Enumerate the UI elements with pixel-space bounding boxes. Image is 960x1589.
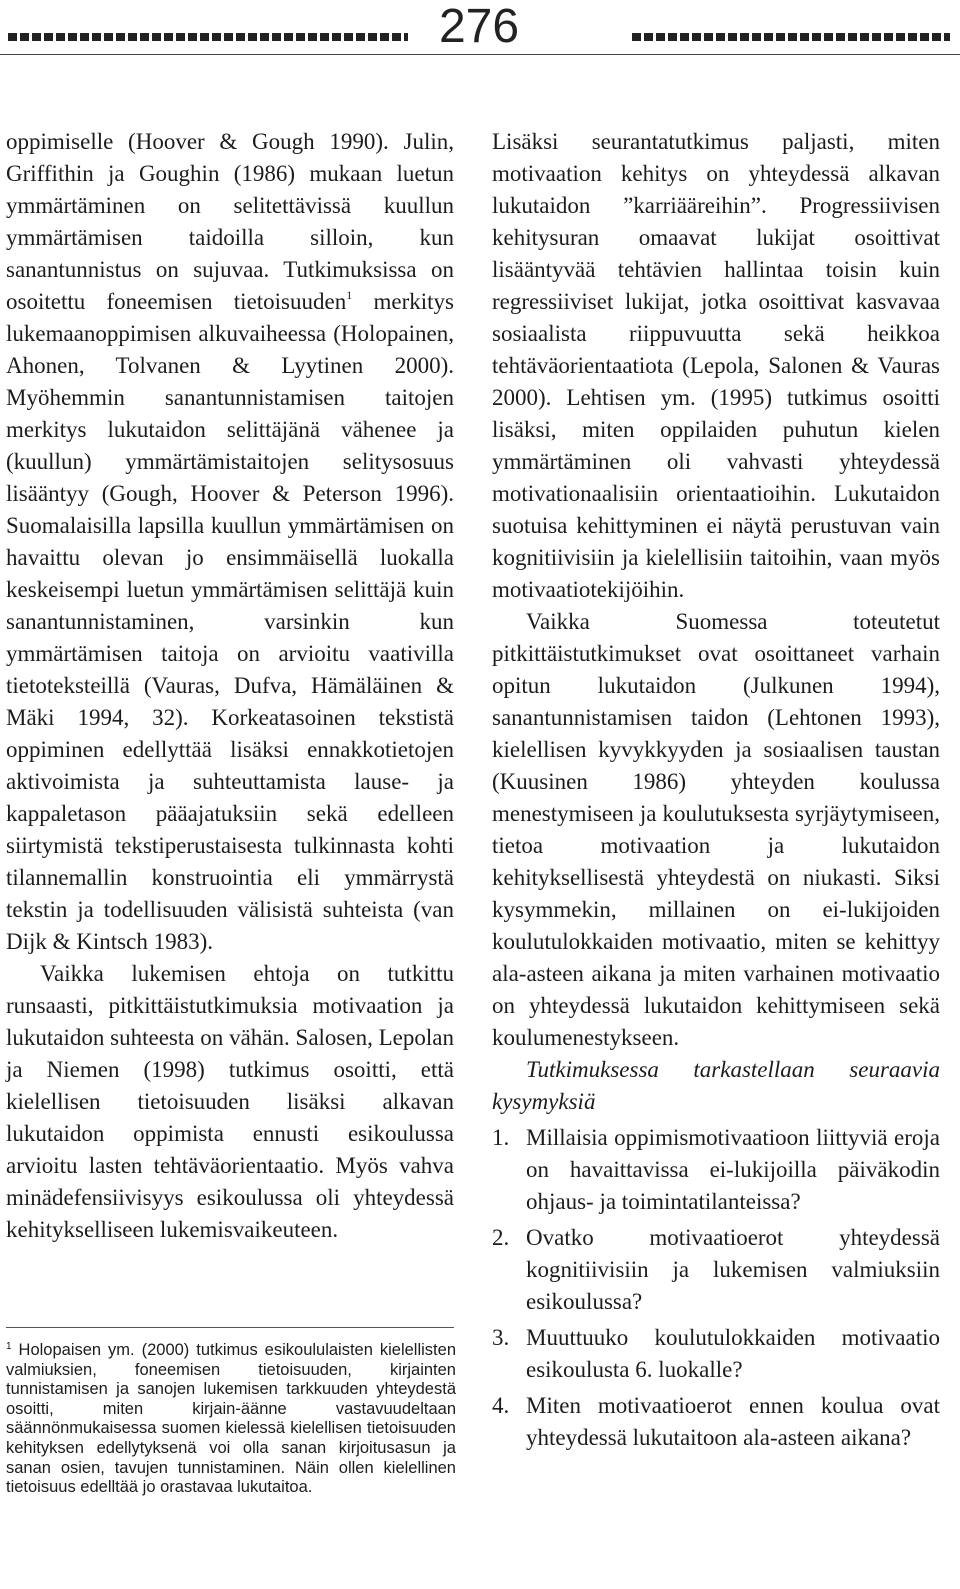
question-item (492, 1122, 940, 1218)
question-text: Millaisia oppimismotivaatioon liittyviä eroja on havaittavissa ei-lukijoilla päiväkodin ohjaus- ja toimintatilanteissa? (526, 1125, 940, 1214)
page-header (0, 0, 960, 56)
left-paragraph-2: Vaikka lukemisen ehtoja on tutkittu runsaasti, pitkittäistutkimuksia motivaation ja lukutaidon suhteesta on vähän. Salosen, Lepolan ja Niemen (1998) tutkimus osoitti, että kielellisen tietoisuuden lisäksi alkavan lukutaidon oppimista ennusti esikoulussa arvioitu lasten tehtäväorientaatio. Myös vahva minädefensiivisyys esikoulussa oli yhteydessä kehitykselliseen lukemisvaikeuteen. (6, 961, 454, 1242)
footnote (6, 1341, 456, 1498)
running-head-right (632, 30, 950, 44)
right-column (492, 126, 940, 1458)
question-text: Muuttuuko koulutulokkaiden motivaatio esikoulusta 6. luokalle? (526, 1325, 940, 1382)
left-paragraph-1-text-b: merkitys lukemaanoppimisen alkuvaiheessa (Holopainen, Ahonen, Tolvanen & Lyytinen 2000). Myöhemmin sanantunnistamisen taitojen merkitys lukutaidon selittäjänä vähenee ja (kuullun) ymmärtämistaitojen selitysosuus lisääntyy (Gough, Hoover & Peterson 1996). Suomalaisilla lapsilla kuullun ymmärtämisen on havaittu olevan jo ensimmäisellä luokalla keskeisempi luetun ymmärtämisen selittäjä kuin sanantunnistaminen, varsinkin kun ymmärtämisen taitoja on arvioitu vaativilla tietoteksteillä (Vauras, Dufva, Hämäläinen & Mäki 1994, 32). Korkeatasoinen tekstistä oppiminen edellyttää lisäksi ennakkotietojen aktivoimista ja suhteuttamista lause- ja kappaletason pääajatuksiin sekä edelleen siirtymistä tekstiperustaisesta tulkinnasta kohti tilannemallin konstruointia eli ymmärrystä tekstin ja todellisuuden välisistä suhteista (van Dijk & Kintsch 1983). (6, 289, 454, 954)
question-number: 2. (492, 1225, 510, 1250)
question-number: 4. (492, 1393, 510, 1418)
footnote-marker: 1 (6, 1341, 12, 1352)
question-text: Miten motivaatioerot ennen koulua ovat yhteydessä lukutaitoon ala-asteen aikana? (526, 1393, 940, 1450)
question-number: 1. (492, 1125, 510, 1150)
question-item (492, 1322, 940, 1386)
right-paragraph-2: Vaikka Suomessa toteutetut pitkittäistutkimukset ovat osoittaneet varhain opitun lukutaidon (Julkunen 1994), sanantunnistamisen taidon (Lehtonen 1993), kielellisen kyvykkyyden ja sosiaalisen taustan (Kuusinen 1986) yhteyden koulussa menestymiseen ja koulutuksesta syrjäytymiseen, tietoa motivaation ja lukutaidon kehityksellisestä yhteydestä on niukasti. Siksi kysymmekin, millainen on ei-lukijoiden koulutulokkaiden motivaatio, miten se kehittyy ala-asteen aikana ja miten varhainen motivaatio on yhteydessä lukutaidon kehittymiseen sekä koulumenestykseen. (492, 609, 940, 1050)
right-paragraph-1: Lisäksi seurantatutkimus paljasti, miten motivaation kehitys on yhteydessä alkavan lukutaidon ”karriääreihin”. Progressiivisen kehitysuran omaavat lukijat osoittivat lisääntyvää tehtävien hallintaa toisin kuin regressiiviset lukijat, jotka osoittivat kasvavaa sosiaalista riippuvuutta sekä heikkoa tehtäväorientaatiota (Lepola, Salonen & Vauras 2000). Lehtisen ym. (1995) tutkimus osoitti lisäksi, miten oppilaiden puhutun kielen ymmärtäminen oli vahvasti yhteydessä motivationaalisiin orientaatioihin. Lukutaidon suotuisa kehittyminen ei näytä perustuvan vain kognitiivisiin ja kielellisiin taitoihin, vaan myös motivaatiotekijöihin. (492, 129, 940, 602)
footnote-divider (6, 1327, 454, 1328)
left-paragraph-1-text-a: oppimiselle (Hoover & Gough 1990). Julin, Griffithin ja Goughin (1986) mukaan luetun ymmärtäminen on selitettävissä kuullun ymmärtämisen taidoilla silloin, kun sanantunnistus on sujuvaa. Tutkimuksissa on osoitettu foneemisen tietoisuuden (6, 129, 454, 314)
question-number: 3. (492, 1325, 510, 1350)
left-column (6, 126, 454, 1246)
question-text: Ovatko motivaatioerot yhteydessä kognitiivisiin ja lukemisen valmiuksiin esikoulussa? (526, 1225, 940, 1314)
footnote-reference: 1 (346, 288, 353, 302)
header-rule (0, 54, 960, 55)
questions-intro: Tutkimuksessa tarkastellaan seuraavia kysymyksiä (492, 1057, 940, 1114)
footnote-text: Holopaisen ym. (2000) tutkimus esikoululaisten kielellisten valmiuksien, foneemisen tietoisuuden, kirjainten tunnistamisen ja sanojen lukemisen tarkkuuden yhteydestä osoitti, miten kirjain-äänne vastavuudeltaan säännönmukaisessa suomen kielessä kielellisen tietoisuuden kehityksen edellytyksenä voi olla sanan kirjoitusasun ja sanan osien, tavujen tunnistaminen. Näin ollen kielellinen tietoisuus edelltää jo orastavaa lukutaitoa. (6, 1341, 456, 1497)
question-item (492, 1222, 940, 1318)
left-paragraph-1 (6, 126, 454, 958)
research-questions-list (492, 1122, 940, 1454)
page-number: 276 (438, 0, 520, 53)
question-item (492, 1390, 940, 1454)
running-head-left (8, 30, 408, 44)
